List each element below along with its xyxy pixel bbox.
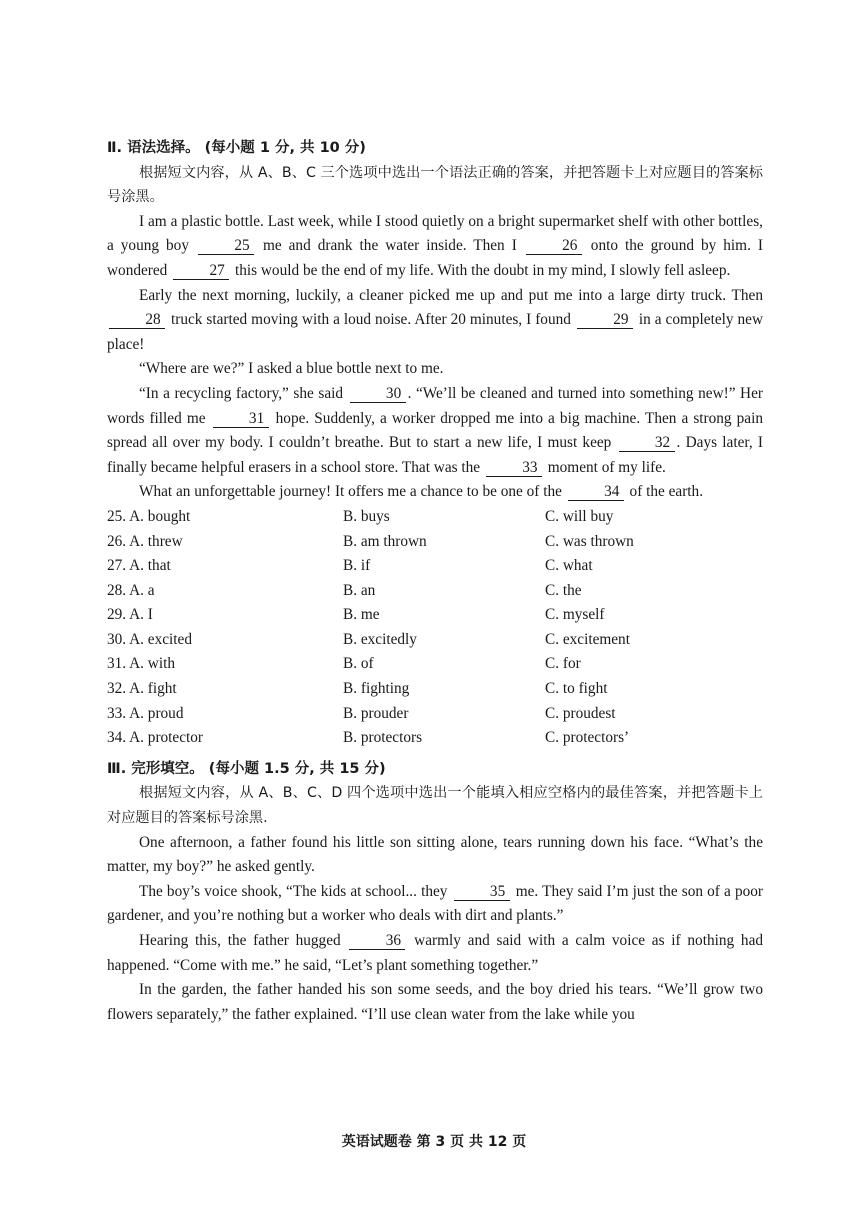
option-b: B. an [343,581,376,599]
text: me and drank the water inside. Then I [255,237,524,255]
blank-32: 32 [619,434,675,452]
option-a: 28. A. a [107,581,155,599]
option-c: C. the [545,581,582,599]
option-b: B. of [343,655,374,673]
option-a: 27. A. that [107,557,171,575]
option-row-31 [107,652,763,677]
option-b: B. buys [343,507,390,525]
option-c: C. protectors’ [545,729,630,747]
text: moment of my life. [543,458,666,476]
section2-paragraph-1 [107,210,763,284]
option-c: C. myself [545,606,605,624]
option-a: 30. A. excited [107,630,192,648]
option-b: B. excitedly [343,630,417,648]
text: What an unforgettable journey! It offers me a chance to be one of the [139,483,566,501]
text: me. They said I’m just the son of a poor gardener, and you’re nothing but a worker who deals with dirt and plants.” [107,882,764,925]
option-a: 31. A. with [107,655,175,673]
blank-36: 36 [349,932,405,950]
option-row-32 [107,677,763,702]
page-content [107,134,763,1027]
text: this would be the end of my life. With the doubt in my mind, I slowly fell asleep. [231,261,731,279]
blank-25: 25 [198,237,254,255]
blank-33: 33 [486,459,542,477]
section2-paragraph-4 [107,382,763,480]
blank-30: 30 [350,385,406,403]
text: hope. Suddenly, a worker dropped me into a big machine. Then a strong pain spread all over my body. I couldn’t breathe. But to start a new life, I must keep [107,409,763,452]
option-b: B. prouder [343,704,409,722]
text: in a completely new place! [107,311,763,353]
option-c: C. was thrown [545,532,634,550]
blank-34: 34 [568,483,624,501]
option-a: 25. A. bought [107,507,191,525]
option-a: 29. A. I [107,606,153,624]
section2-paragraph-5 [107,480,763,505]
option-c: C. excitement [545,630,630,648]
page-footer: 英语试题卷 第 3 页 共 12 页 [341,1134,527,1150]
option-c: C. to fight [545,680,608,698]
option-a: 32. A. fight [107,680,177,698]
blank-35: 35 [454,883,510,901]
options-list [107,505,763,751]
option-c: C. will buy [545,507,614,525]
option-a: 33. A. proud [107,704,184,722]
option-row-27 [107,554,763,579]
option-row-25 [107,505,763,530]
section3-heading: Ⅲ. 完形填空。 (每小题 1.5 分, 共 15 分) [107,760,386,777]
option-b: B. me [343,606,380,624]
section3-instruction: 根据短文内容，从 A、B、C、D 四个选项中选出一个能填入相应空格内的最佳答案，并把答题卡上对应题目的答案标号涂黑. [107,785,763,827]
section3-paragraph-1: One afternoon, a father found his little son sitting alone, tears running down his face. “What’s the matter, my boy?” he asked gently. [107,833,763,876]
section2-heading: Ⅱ. 语法选择。 (每小题 1 分, 共 10 分) [107,140,366,156]
option-row-34 [107,726,763,751]
section3-paragraph-3 [107,929,763,978]
text: . “We’ll be cleaned and turned into something new!” Her words filled me [107,384,763,427]
section3-paragraph-4: In the garden, the father handed his son some seeds, and the boy dried his tears. “We’ll grow two flowers separately,” the father explained. “I’ll use clean water from the lake while you [107,981,763,1023]
blank-28: 28 [109,311,165,329]
option-b: B. protectors [343,729,423,747]
section2-paragraph-2 [107,284,763,358]
option-c: C. proudest [545,704,616,722]
option-a: 26. A. threw [107,532,183,550]
blank-27: 27 [173,262,229,280]
text: onto the ground by him. I wondered [107,237,763,279]
text: Hearing this, the father hugged [139,932,348,949]
option-b: B. am thrown [343,532,427,550]
option-row-28 [107,579,763,604]
option-b: B. if [343,557,371,575]
text: warmly and said with a calm voice as if nothing had happened. “Come with me.” he said, “Let’s plant something together.” [107,932,764,974]
option-b: B. fighting [343,680,410,698]
option-a: 34. A. protector [107,729,204,747]
text: Early the next morning, luckily, a cleaner picked me up and put me into a large dirty truck. Then [139,286,763,304]
option-row-29 [107,603,763,628]
section2-paragraph-3: “Where are we?” I asked a blue bottle next to me. [139,360,444,378]
section2-instruction: 根据短文内容，从 A、B、C 三个选项中选出一个语法正确的答案，并把答题卡上对应题目的答案标号涂黑。 [107,164,763,206]
option-row-33 [107,702,763,727]
text: I am a plastic bottle. Last week, while I stood quietly on a bright supermarket shelf with other bottles, a young boy [107,212,763,255]
text: truck started moving with a loud noise. After 20 minutes, I found [167,311,575,329]
option-c: C. what [545,557,593,575]
option-row-26 [107,530,763,555]
text: . Days later, I finally became helpful erasers in a school store. That was the [107,434,763,476]
text: “In a recycling factory,” she said [139,384,348,402]
blank-29: 29 [577,311,633,329]
text: The boy’s voice shook, “The kids at school... they [139,882,452,900]
blank-31: 31 [213,410,269,428]
section3-paragraph-2 [107,880,763,929]
option-c: C. for [545,655,581,673]
option-row-30 [107,628,763,653]
blank-26: 26 [526,237,582,255]
text: of the earth. [625,483,704,501]
